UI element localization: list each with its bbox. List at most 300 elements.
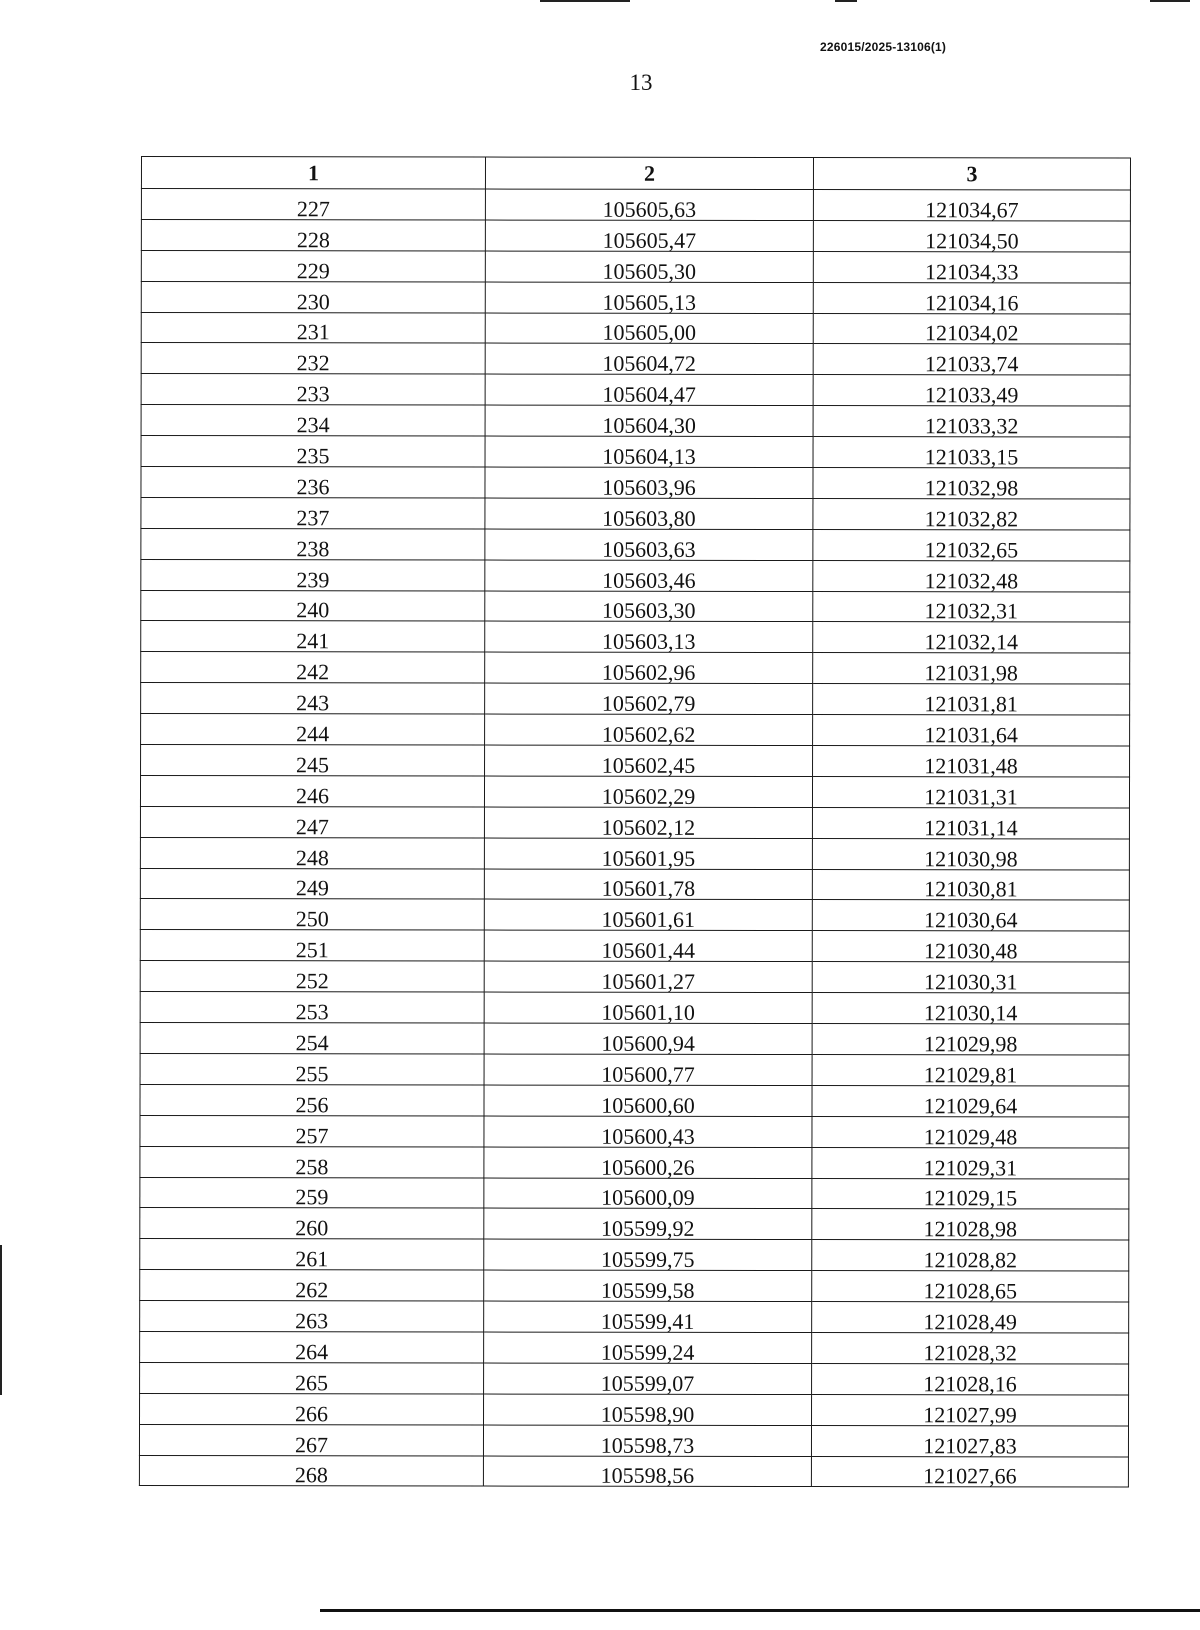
- cell-value: 267: [294, 1431, 328, 1457]
- cell-value: 232: [296, 350, 330, 376]
- y-coordinate-cell: [811, 1425, 1128, 1456]
- table-row: [141, 621, 1130, 653]
- x-coordinate-cell: [484, 1085, 812, 1116]
- column-header: 3: [813, 158, 1130, 190]
- cell-value: 121029,15: [923, 1185, 1018, 1211]
- y-coordinate-cell: [812, 993, 1129, 1024]
- cell-value: 121030,48: [923, 938, 1018, 964]
- cell-value: 230: [296, 288, 330, 314]
- x-coordinate-cell: [485, 529, 813, 560]
- cell-value: 121031,98: [924, 660, 1018, 686]
- cell-value: 248: [295, 844, 329, 870]
- table-row: [140, 1053, 1129, 1085]
- cell-value: 105603,80: [602, 505, 696, 531]
- cell-value: 121028,16: [923, 1370, 1017, 1397]
- x-coordinate-cell: [483, 1425, 811, 1456]
- cell-value: 250: [295, 906, 329, 932]
- x-coordinate-cell: [485, 405, 813, 436]
- cell-value: 121031,14: [924, 814, 1018, 841]
- point-number-cell: [141, 559, 485, 590]
- scan-artifact: [0, 1245, 2, 1395]
- cell-value: 252: [295, 968, 329, 994]
- cell-value: 236: [296, 474, 330, 500]
- cell-value: 249: [295, 875, 329, 901]
- cell-value: 242: [296, 659, 330, 685]
- cell-value: 105603,46: [602, 567, 696, 593]
- y-coordinate-cell: [812, 1240, 1129, 1271]
- y-coordinate-cell: [812, 807, 1129, 841]
- point-number-cell: [139, 1424, 483, 1455]
- table-row: [140, 1208, 1129, 1240]
- point-number-cell: [140, 1177, 484, 1208]
- cell-value: 227: [296, 196, 330, 222]
- x-coordinate-cell: [485, 591, 813, 622]
- y-coordinate-cell: [812, 900, 1129, 931]
- point-number-cell: [141, 528, 485, 559]
- cell-value: 121032,98: [924, 475, 1019, 501]
- x-coordinate-cell: [484, 1208, 812, 1242]
- cell-value: 121033,49: [924, 382, 1019, 408]
- cell-value: 105601,78: [601, 876, 696, 902]
- cell-value: 105600,26: [601, 1154, 695, 1180]
- cell-value: 254: [295, 1030, 329, 1056]
- cell-value: 121032,48: [924, 567, 1019, 593]
- x-coordinate-cell: [485, 343, 813, 377]
- x-coordinate-cell: [485, 220, 813, 251]
- cell-value: 121034,67: [925, 197, 1019, 223]
- point-number-cell: [141, 497, 485, 531]
- y-coordinate-cell: [813, 406, 1130, 437]
- point-number-cell: [141, 343, 485, 374]
- y-coordinate-cell: [813, 437, 1130, 468]
- point-number-cell: [141, 281, 485, 312]
- table-row: [139, 1455, 1128, 1487]
- table-row: [141, 683, 1130, 715]
- cell-value: 105600,77: [601, 1061, 695, 1087]
- page-bottom-border: [320, 1609, 1200, 1612]
- cell-value: 121031,64: [924, 722, 1018, 748]
- cell-value: 121030,98: [924, 845, 1018, 871]
- cell-value: 121028,32: [923, 1340, 1017, 1366]
- point-number-cell: [140, 961, 484, 992]
- cell-value: 121034,33: [925, 258, 1019, 285]
- y-coordinate-cell: [813, 220, 1130, 254]
- y-coordinate-cell: [812, 931, 1129, 962]
- cell-value: 105601,10: [601, 999, 695, 1025]
- table-row: [141, 652, 1130, 684]
- cell-value: 121029,81: [923, 1062, 1018, 1088]
- point-number-cell: [141, 652, 485, 683]
- point-number-cell: [140, 1331, 484, 1365]
- x-coordinate-cell: [485, 313, 813, 344]
- y-coordinate-cell: [812, 1085, 1129, 1119]
- y-coordinate-cell: [813, 498, 1130, 532]
- cell-value: 105598,56: [600, 1463, 695, 1489]
- cell-value: 105601,44: [601, 937, 696, 964]
- cell-value: 105599,24: [600, 1339, 695, 1365]
- cell-value: 262: [295, 1277, 329, 1303]
- y-coordinate-cell: [812, 1147, 1129, 1178]
- y-coordinate-cell: [812, 1271, 1129, 1302]
- table-row: [141, 467, 1130, 499]
- cell-value: 121030,31: [923, 969, 1018, 995]
- x-coordinate-cell: [484, 1332, 812, 1363]
- point-number-cell: [140, 1270, 484, 1301]
- x-coordinate-cell: [485, 374, 813, 408]
- cell-value: 258: [295, 1153, 329, 1179]
- x-coordinate-cell: [485, 436, 813, 467]
- y-coordinate-cell: [813, 746, 1130, 777]
- table-row: [141, 436, 1130, 468]
- cell-value: 121031,81: [924, 691, 1018, 717]
- cell-value: 265: [295, 1369, 329, 1396]
- y-coordinate-cell: [813, 251, 1130, 285]
- y-coordinate-cell: [812, 1209, 1129, 1240]
- cell-value: 121028,65: [923, 1278, 1017, 1304]
- cell-value: 121027,99: [923, 1401, 1017, 1428]
- cell-value: 121028,98: [923, 1216, 1018, 1242]
- y-coordinate-cell: [812, 1333, 1129, 1364]
- y-coordinate-cell: [813, 375, 1130, 406]
- cell-value: 105599,58: [600, 1277, 695, 1303]
- x-coordinate-cell: [485, 467, 813, 498]
- x-coordinate-cell: [484, 1116, 812, 1147]
- cell-value: 235: [296, 443, 330, 469]
- cell-value: 105598,90: [600, 1401, 695, 1427]
- table-row: [141, 559, 1130, 591]
- y-coordinate-cell: [811, 1456, 1128, 1487]
- x-coordinate-cell: [485, 560, 813, 591]
- y-coordinate-cell: [813, 313, 1130, 344]
- cell-value: 234: [296, 412, 330, 438]
- point-number-cell: [140, 992, 484, 1023]
- table-row: [140, 1301, 1129, 1333]
- coordinates-table-container: [139, 156, 1130, 1488]
- point-number-cell: [140, 1239, 484, 1270]
- x-coordinate-cell: [484, 930, 812, 964]
- cell-value: 121033,74: [924, 351, 1019, 377]
- cell-value: 255: [295, 1061, 329, 1087]
- cell-value: 264: [295, 1339, 329, 1365]
- table-row: [140, 837, 1129, 869]
- table-row: [141, 219, 1130, 251]
- table-body: [139, 189, 1130, 1488]
- cell-value: 105605,30: [602, 258, 697, 284]
- x-coordinate-cell: [484, 1363, 812, 1394]
- x-coordinate-cell: [484, 838, 812, 869]
- table-row: [141, 189, 1130, 221]
- table-row: [140, 775, 1129, 807]
- y-coordinate-cell: [812, 776, 1129, 810]
- cell-value: 105603,30: [602, 598, 696, 624]
- table-row: [141, 374, 1130, 406]
- cell-value: 121032,82: [924, 506, 1019, 532]
- table-row: [140, 930, 1129, 962]
- cell-value: 121030,64: [924, 907, 1018, 933]
- cell-value: 239: [296, 566, 330, 592]
- x-coordinate-cell: [484, 1239, 812, 1273]
- point-number-cell: [140, 868, 484, 899]
- cell-value: 256: [295, 1091, 329, 1118]
- table-row: [141, 528, 1130, 560]
- cell-value: 105599,07: [600, 1370, 695, 1396]
- cell-value: 105602,29: [601, 783, 696, 809]
- y-coordinate-cell: [812, 838, 1129, 869]
- table-row: [141, 405, 1130, 437]
- table-row: [140, 1084, 1129, 1116]
- cell-value: 121033,15: [924, 444, 1019, 470]
- y-coordinate-cell: [813, 282, 1130, 313]
- table-row: [140, 961, 1129, 993]
- table-row: [141, 343, 1130, 375]
- cell-value: 253: [295, 999, 329, 1025]
- cell-value: 246: [295, 783, 330, 809]
- point-number-cell: [141, 590, 485, 621]
- cell-value: 121029,98: [923, 1031, 1018, 1057]
- table-row: [140, 806, 1129, 838]
- point-number-cell: [141, 374, 485, 405]
- y-coordinate-cell: [813, 591, 1130, 622]
- y-coordinate-cell: [812, 869, 1129, 900]
- cell-value: 105605,63: [602, 196, 697, 222]
- point-number-cell: [141, 189, 485, 220]
- cell-value: 105602,12: [601, 814, 696, 840]
- x-coordinate-cell: [484, 992, 812, 1023]
- coordinates-table: [139, 156, 1131, 1488]
- table-row: [141, 714, 1130, 746]
- point-number-cell: [140, 1301, 484, 1332]
- y-coordinate-cell: [813, 344, 1130, 375]
- cell-value: 121027,66: [923, 1463, 1017, 1489]
- point-number-cell: [141, 250, 485, 281]
- x-coordinate-cell: [484, 869, 812, 900]
- point-number-cell: [141, 683, 485, 714]
- x-coordinate-cell: [485, 745, 813, 776]
- x-coordinate-cell: [484, 1394, 812, 1425]
- cell-value: 231: [296, 319, 330, 345]
- y-coordinate-cell: [813, 653, 1130, 684]
- point-number-cell: [141, 714, 485, 745]
- cell-value: 257: [295, 1122, 329, 1148]
- cell-value: 105602,79: [601, 690, 696, 717]
- cell-value: 105603,63: [602, 536, 696, 562]
- cell-value: 268: [294, 1462, 328, 1488]
- cell-value: 121032,14: [924, 629, 1019, 655]
- cell-value: 266: [295, 1400, 329, 1426]
- column-header: 2: [485, 157, 813, 190]
- cell-value: 121034,16: [925, 289, 1019, 315]
- y-coordinate-cell: [813, 622, 1130, 653]
- cell-value: 105605,13: [602, 289, 697, 315]
- y-coordinate-cell: [813, 684, 1130, 715]
- x-coordinate-cell: [485, 498, 813, 529]
- cell-value: 121032,65: [924, 536, 1019, 563]
- point-number-cell: [140, 837, 484, 868]
- y-coordinate-cell: [813, 468, 1130, 499]
- cell-value: 105598,73: [600, 1432, 695, 1458]
- cell-value: 259: [295, 1184, 329, 1210]
- cell-value: 260: [295, 1215, 329, 1241]
- x-coordinate-cell: [484, 1147, 812, 1178]
- table-row: [140, 1393, 1129, 1425]
- cell-value: 121028,82: [923, 1247, 1018, 1273]
- x-coordinate-cell: [485, 683, 813, 717]
- cell-value: 105601,61: [601, 907, 696, 933]
- cell-value: 105604,72: [602, 351, 696, 377]
- cell-value: 240: [296, 597, 330, 623]
- y-coordinate-cell: [812, 1024, 1129, 1055]
- point-number-cell: [140, 899, 484, 930]
- scan-artifact: [835, 0, 857, 2]
- cell-value: 105600,94: [601, 1030, 695, 1056]
- cell-value: 121030,14: [923, 1000, 1018, 1026]
- point-number-cell: [140, 775, 484, 809]
- table-row: [141, 250, 1130, 282]
- cell-value: 105601,95: [601, 845, 696, 871]
- x-coordinate-cell: [485, 652, 813, 686]
- table-row: [140, 899, 1129, 931]
- cell-value: 241: [296, 628, 330, 654]
- point-number-cell: [141, 219, 485, 253]
- x-coordinate-cell: [484, 1178, 812, 1209]
- cell-value: 251: [295, 937, 329, 963]
- cell-value: 105605,47: [602, 227, 697, 253]
- table-row: [140, 868, 1129, 900]
- table-row: [141, 497, 1130, 529]
- cell-value: 105604,47: [602, 381, 696, 408]
- cell-value: 121031,31: [924, 784, 1018, 810]
- x-coordinate-cell: [484, 1023, 812, 1054]
- cell-value: 105602,62: [601, 721, 696, 747]
- cell-value: 261: [295, 1246, 329, 1272]
- cell-value: 105603,13: [601, 629, 696, 655]
- cell-value: 121029,48: [923, 1123, 1018, 1149]
- cell-value: 244: [296, 721, 330, 747]
- table-row: [141, 281, 1130, 313]
- cell-value: 121033,32: [924, 413, 1019, 439]
- table-row: [140, 1177, 1129, 1209]
- table-row: [141, 745, 1130, 777]
- table-header-row: [141, 157, 1130, 191]
- cell-value: 105600,43: [601, 1123, 695, 1149]
- y-coordinate-cell: [812, 1054, 1129, 1088]
- y-coordinate-cell: [813, 560, 1130, 591]
- point-number-cell: [140, 1023, 484, 1054]
- table-row: [140, 1270, 1129, 1302]
- cell-value: 105599,41: [600, 1308, 695, 1334]
- x-coordinate-cell: [484, 807, 812, 838]
- cell-value: 105604,13: [602, 443, 696, 469]
- point-number-cell: [141, 621, 485, 652]
- page-number: 13: [629, 70, 653, 95]
- x-coordinate-cell: [485, 189, 813, 220]
- cell-value: 105599,92: [601, 1216, 695, 1242]
- x-coordinate-cell: [485, 622, 813, 653]
- cell-value: 121034,50: [925, 228, 1019, 254]
- x-coordinate-cell: [484, 1270, 812, 1301]
- cell-value: 121032,31: [924, 598, 1019, 624]
- point-number-cell: [140, 1146, 484, 1177]
- x-coordinate-cell: [484, 961, 812, 995]
- cell-value: 105601,27: [601, 968, 695, 995]
- scan-artifact: [1150, 0, 1190, 2]
- table-row: [140, 1146, 1129, 1178]
- y-coordinate-cell: [813, 715, 1130, 746]
- table-row: [140, 1331, 1129, 1363]
- cell-value: 263: [295, 1308, 329, 1334]
- cell-value: 237: [296, 505, 330, 531]
- table-row: [140, 1115, 1129, 1147]
- point-number-cell: [141, 405, 485, 436]
- point-number-cell: [140, 806, 484, 837]
- table-row: [139, 1424, 1128, 1456]
- table-row: [141, 590, 1130, 622]
- y-coordinate-cell: [813, 529, 1130, 563]
- cell-value: 121029,64: [923, 1092, 1018, 1119]
- cell-value: 245: [296, 752, 330, 778]
- point-number-cell: [140, 1393, 484, 1424]
- table-row: [140, 1362, 1129, 1394]
- x-coordinate-cell: [484, 1054, 812, 1085]
- y-coordinate-cell: [812, 1178, 1129, 1209]
- cell-value: 121030,81: [924, 876, 1018, 902]
- y-coordinate-cell: [813, 190, 1130, 221]
- cell-value: 229: [296, 257, 330, 283]
- cell-value: 121028,49: [923, 1309, 1017, 1335]
- point-number-cell: [141, 436, 485, 467]
- y-coordinate-cell: [812, 1363, 1129, 1397]
- x-coordinate-cell: [485, 714, 813, 745]
- point-number-cell: [139, 1455, 483, 1486]
- point-number-cell: [140, 930, 484, 961]
- point-number-cell: [140, 1053, 484, 1087]
- table-row: [140, 992, 1129, 1024]
- cell-value: 228: [296, 227, 330, 253]
- point-number-cell: [140, 1084, 484, 1118]
- point-number-cell: [141, 312, 485, 343]
- cell-value: 105604,30: [602, 412, 696, 438]
- x-coordinate-cell: [484, 1301, 812, 1332]
- cell-value: 105602,96: [601, 659, 696, 686]
- cell-value: 105603,96: [602, 474, 696, 500]
- cell-value: 121031,48: [924, 753, 1018, 779]
- cell-value: 105602,45: [601, 752, 696, 778]
- point-number-cell: [140, 1115, 484, 1146]
- cell-value: 243: [296, 690, 330, 716]
- x-coordinate-cell: [484, 776, 812, 807]
- point-number-cell: [141, 745, 485, 776]
- y-coordinate-cell: [812, 1394, 1129, 1428]
- x-coordinate-cell: [484, 900, 812, 931]
- x-coordinate-cell: [485, 282, 813, 313]
- cell-value: 105599,75: [600, 1246, 695, 1273]
- document-id: 226015/2025-13106(1): [820, 40, 947, 54]
- table-row: [140, 1023, 1129, 1055]
- cell-value: 233: [296, 381, 330, 407]
- cell-value: 121029,31: [923, 1154, 1018, 1180]
- point-number-cell: [141, 467, 485, 498]
- y-coordinate-cell: [812, 1116, 1129, 1147]
- cell-value: 105600,60: [601, 1092, 695, 1118]
- table-row: [140, 1239, 1129, 1271]
- table-row: [141, 312, 1130, 344]
- cell-value: 247: [295, 813, 329, 839]
- y-coordinate-cell: [812, 1302, 1129, 1333]
- cell-value: 121027,83: [923, 1432, 1017, 1458]
- cell-value: 238: [296, 535, 330, 561]
- column-header: 1: [141, 157, 485, 190]
- x-coordinate-cell: [485, 251, 813, 282]
